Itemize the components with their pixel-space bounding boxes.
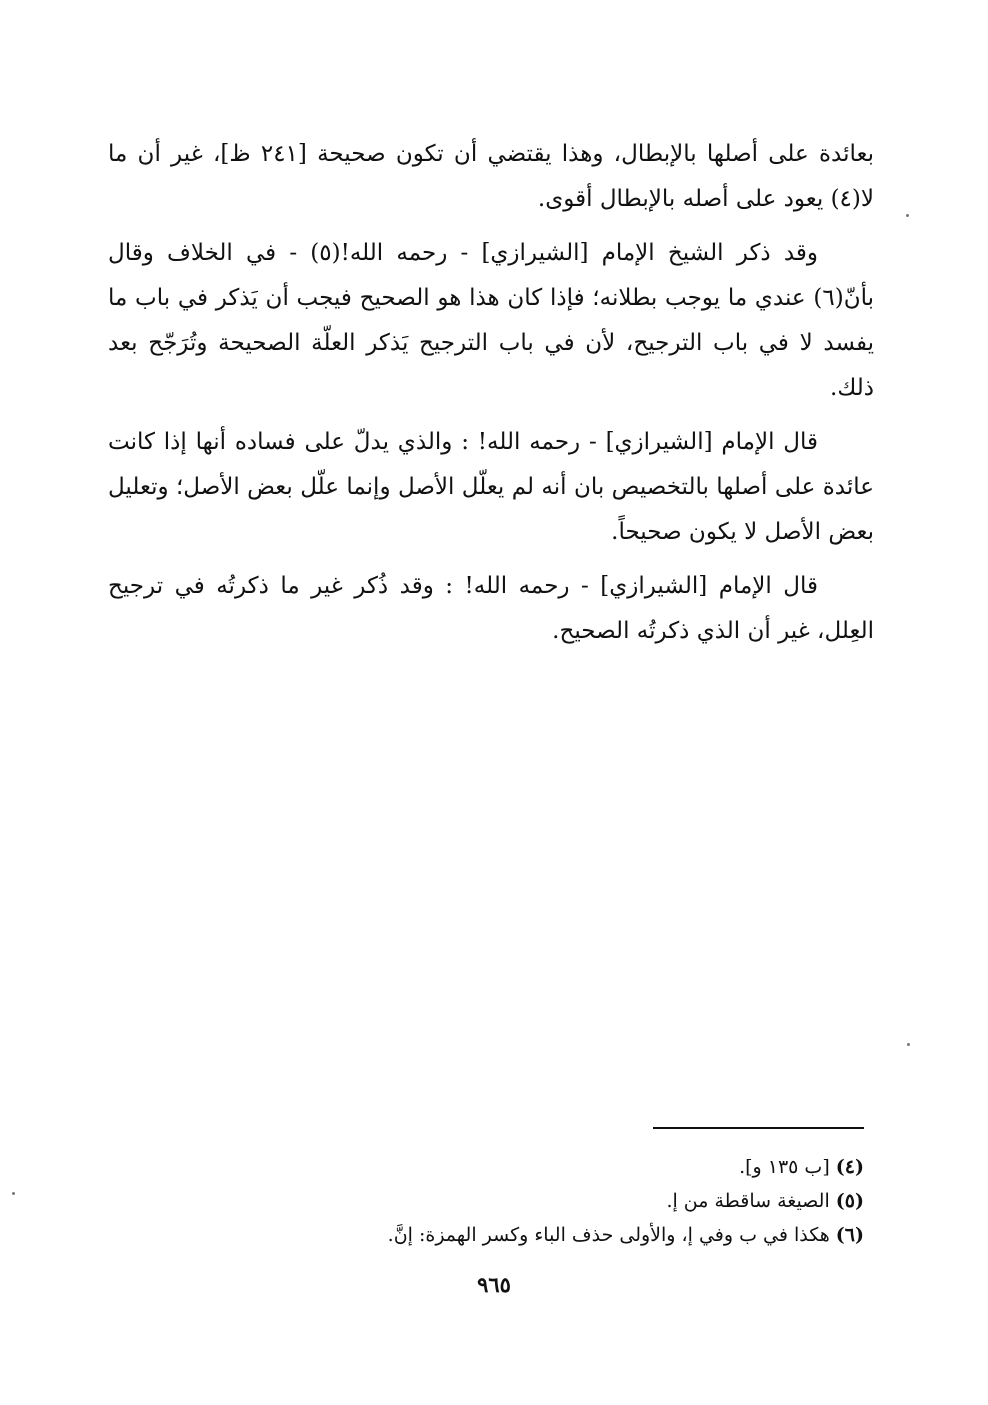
paragraph: وقد ذكر الشيخ الإمام [الشيرازي] - رحمه الله!(٥) - في الخلاف وقال بأنّ(٦) عندي ما يوجب بطلانه؛ فإذا كان هذا هو الصحيح فيجب أن يَذكر في باب ما يفسد لا في باب الترجيح، لأن في باب الترجيح يَذكر العلّة الصحيحة وتُرَجّح بعد ذلك. [108,240,874,401]
footnote-number: (٥) [835,1190,864,1212]
footnote [304,1184,864,1218]
footnote-text: هكذا في ب وفي إ، والأولى حذف الباء وكسر الهمزة: إنَّ. [387,1224,830,1246]
footnote-number: (٤) [835,1156,864,1178]
footnote [304,1150,864,1184]
footnote-separator [653,1127,864,1129]
scan-speck [907,1043,910,1046]
scan-speck [906,214,909,217]
scan-speck [12,1192,15,1195]
footnotes [304,1150,864,1252]
footnote-number: (٦) [835,1224,864,1246]
footnote [304,1218,864,1252]
paragraph: بعائدة على أصلها بالإبطال، وهذا يقتضي أن تكون صحيحة [٢٤١ ظ]، غير أن ما لا(٤) يعود على أصله بالإبطال أقوى. [108,141,874,212]
footnote-text: الصيغة ساقطة من إ. [666,1190,830,1212]
paragraph: قال الإمام [الشيرازي] - رحمه الله! : وقد ذُكر غير ما ذكرتُه في ترجيح العِلل، غير أن الذي ذكرتُه الصحيح. [108,573,874,644]
page-number: ٩٦٥ [477,1272,511,1297]
footnote-text: [ب ١٣٥ و]. [739,1156,830,1178]
main-text [108,132,874,663]
paragraph: قال الإمام [الشيرازي] - رحمه الله! : والذي يدلّ على فساده أنها إذا كانت عائدة على أصلها بالتخصيص بان أنه لم يعلّل الأصل وإنما علّل بعض الأصل؛ وتعليل بعض الأصل لا يكون صحيحاً. [108,429,874,545]
